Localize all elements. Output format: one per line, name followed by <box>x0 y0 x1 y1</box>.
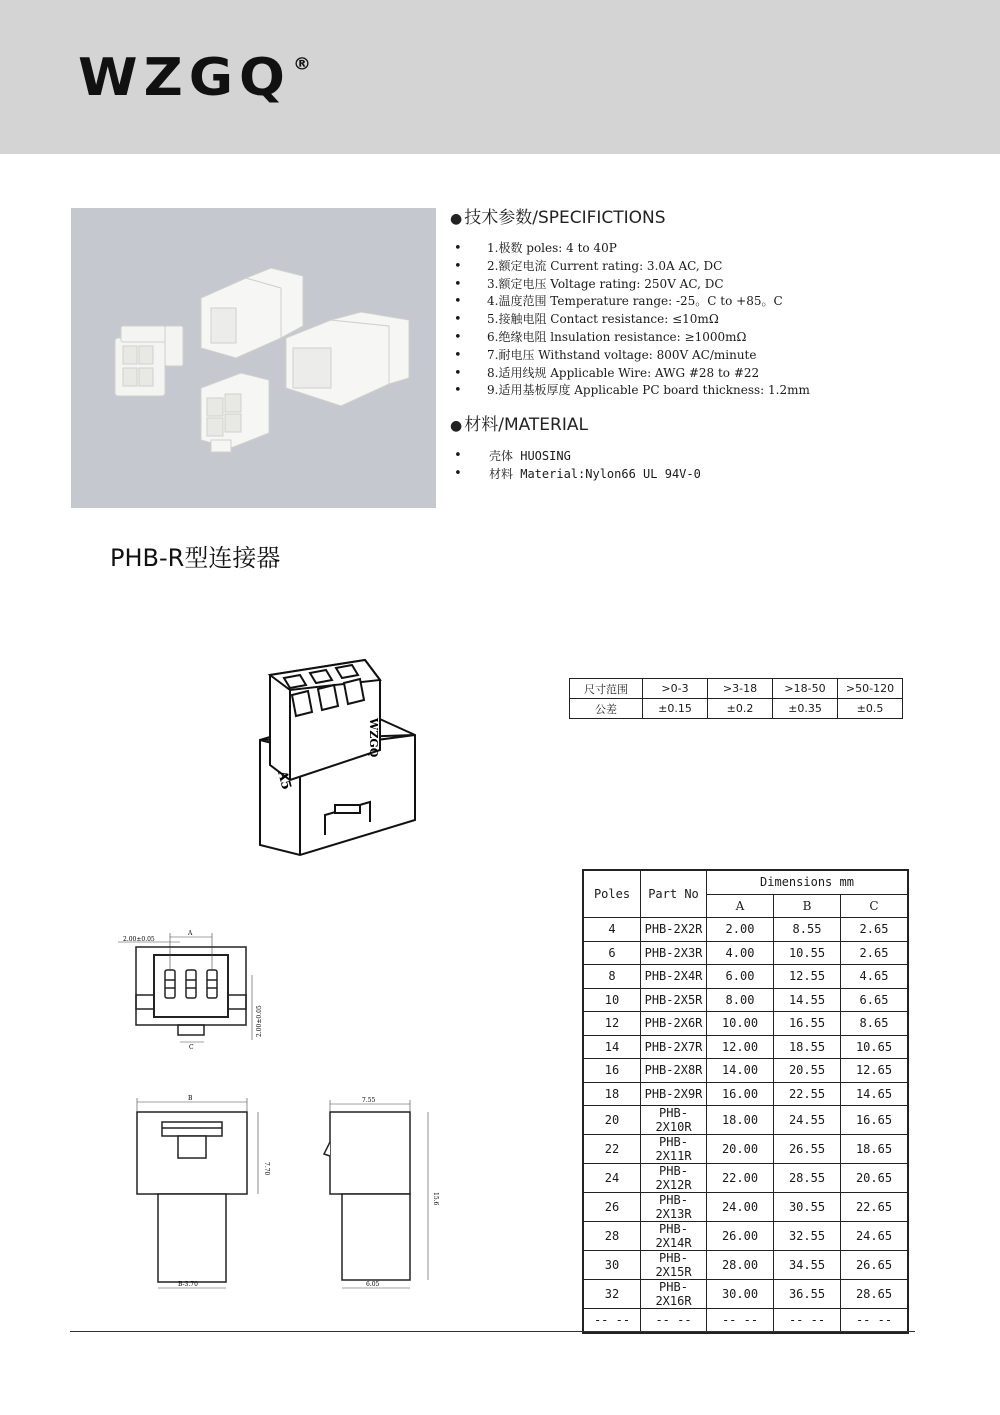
cell-poles: 12 <box>583 1012 641 1036</box>
cell-a: 22.00 <box>707 1164 774 1193</box>
cell-b: 14.55 <box>774 988 841 1012</box>
cell-b: 18.55 <box>774 1035 841 1059</box>
specifications-title: 技术参数/SPECIFICTIONS <box>464 208 666 228</box>
spec-item: • 9.适用基板厚度 Applicable PC board thickness: 1.2mm <box>450 382 990 400</box>
tolerance-cell: >50-120 <box>838 679 903 699</box>
cell-c: 2.65 <box>841 918 909 942</box>
material-title: 材料/MATERIAL <box>464 415 588 436</box>
cell-poles: 32 <box>583 1280 641 1309</box>
tolerance-cell: ±0.2 <box>708 699 773 719</box>
bullet-dot-icon: ● <box>450 418 463 435</box>
tolerance-table <box>569 678 903 719</box>
cell-a: 8.00 <box>707 988 774 1012</box>
tolerance-value-row <box>570 699 903 719</box>
cell-b: 24.55 <box>774 1106 841 1135</box>
cell-part-no: -- -- <box>641 1309 707 1333</box>
cell-a: 16.00 <box>707 1082 774 1106</box>
table-row <box>583 941 908 965</box>
cell-a: 26.00 <box>707 1222 774 1251</box>
cell-a: 6.00 <box>707 965 774 989</box>
cell-b: 30.55 <box>774 1193 841 1222</box>
cell-c: 22.65 <box>841 1193 909 1222</box>
cell-b: 22.55 <box>774 1082 841 1106</box>
header-dimensions: Dimensions mm <box>707 870 909 894</box>
table-row <box>583 1082 908 1106</box>
cell-c: 8.65 <box>841 1012 909 1036</box>
spec-item: • 3.额定电压 Voltage rating: 250V AC, DC <box>450 276 990 294</box>
registered-mark: ® <box>292 54 311 75</box>
cell-poles: 26 <box>583 1193 641 1222</box>
cell-poles: 8 <box>583 965 641 989</box>
cell-part-no: PHB-2X13R <box>641 1193 707 1222</box>
cell-c: 26.65 <box>841 1251 909 1280</box>
cell-part-no: PHB-2X8R <box>641 1059 707 1083</box>
cell-c: -- -- <box>841 1309 909 1333</box>
cell-b: 8.55 <box>774 918 841 942</box>
table-row <box>583 1280 908 1309</box>
tolerance-header-row <box>570 679 903 699</box>
table-row <box>583 918 908 942</box>
cell-c: 28.65 <box>841 1280 909 1309</box>
label-pitch: 2.00±0.05 <box>123 936 155 943</box>
tolerance-cell: ±0.5 <box>838 699 903 719</box>
cell-b: 12.55 <box>774 965 841 989</box>
bullet-dot-icon: ● <box>450 211 463 227</box>
tolerance-cell: >0-3 <box>643 679 708 699</box>
cell-part-no: PHB-2X5R <box>641 988 707 1012</box>
cell-a: 12.00 <box>707 1035 774 1059</box>
footer-divider <box>70 1331 915 1332</box>
tolerance-cell: ±0.35 <box>773 699 838 719</box>
cell-poles: 18 <box>583 1082 641 1106</box>
table-row <box>583 1222 908 1251</box>
cell-c: 18.65 <box>841 1135 909 1164</box>
cell-poles: 10 <box>583 988 641 1012</box>
table-row <box>583 1035 908 1059</box>
cell-c: 4.65 <box>841 965 909 989</box>
specifications-section <box>450 203 990 483</box>
material-list <box>450 447 990 483</box>
dimensions-table <box>582 869 909 1334</box>
cell-poles: 28 <box>583 1222 641 1251</box>
label-dim-a: A <box>188 930 193 937</box>
cell-poles: 6 <box>583 941 641 965</box>
cell-part-no: PHB-2X6R <box>641 1012 707 1036</box>
cell-a: 20.00 <box>707 1135 774 1164</box>
cell-c: 20.65 <box>841 1164 909 1193</box>
table-row <box>583 1193 908 1222</box>
cell-a: 2.00 <box>707 918 774 942</box>
cell-part-no: PHB-2X9R <box>641 1082 707 1106</box>
cell-b: 20.55 <box>774 1059 841 1083</box>
cell-part-no: PHB-2X4R <box>641 965 707 989</box>
header-part-no: Part No <box>641 870 707 918</box>
spec-item: • 1.极数 poles: 4 to 40P <box>450 240 990 258</box>
cell-c: 2.65 <box>841 941 909 965</box>
table-row <box>583 1164 908 1193</box>
tolerance-cell: ±0.15 <box>643 699 708 719</box>
cell-a: 28.00 <box>707 1251 774 1280</box>
header-poles: Poles <box>583 870 641 918</box>
label-height-upper: 7.70 <box>263 1162 270 1176</box>
header-a: A <box>707 894 774 918</box>
cell-a: 30.00 <box>707 1280 774 1309</box>
label-side-width: 7.55 <box>362 1097 376 1104</box>
cell-part-no: PHB-2X16R <box>641 1280 707 1309</box>
table-row <box>583 1059 908 1083</box>
cell-part-no: PHB-2X14R <box>641 1222 707 1251</box>
iso-label-brand: WZGQ <box>367 718 380 758</box>
cell-part-no: PHB-2X7R <box>641 1035 707 1059</box>
spec-item: • 5.接触电阻 Contact resistance: ≤10mΩ <box>450 311 990 329</box>
cell-part-no: PHB-2X3R <box>641 941 707 965</box>
cell-part-no: PHB-2X2R <box>641 918 707 942</box>
cell-poles: 4 <box>583 918 641 942</box>
header-b: B <box>774 894 841 918</box>
cell-a: 4.00 <box>707 941 774 965</box>
product-title: PHB-R型连接器 <box>110 544 281 572</box>
cell-poles: -- -- <box>583 1309 641 1333</box>
spec-item: • 2.额定电流 Current rating: 3.0A AC, DC <box>450 258 990 276</box>
specifications-heading <box>450 203 990 228</box>
header-c: C <box>841 894 909 918</box>
spec-item: • 8.适用线规 Applicable Wire: AWG #28 to #22 <box>450 365 990 383</box>
cell-c: 16.65 <box>841 1106 909 1135</box>
product-photo <box>71 208 436 508</box>
label-dim-c: C <box>189 1044 194 1050</box>
cell-part-no: PHB-2X10R <box>641 1106 707 1135</box>
cell-c: 6.65 <box>841 988 909 1012</box>
label-dim-b: B <box>188 1095 193 1102</box>
brand-name: WZGQ <box>78 47 291 108</box>
cell-b: 16.55 <box>774 1012 841 1036</box>
label-side-bottom: 6.05 <box>366 1281 380 1288</box>
table-row <box>583 1106 908 1135</box>
cell-b: 34.55 <box>774 1251 841 1280</box>
cell-part-no: PHB-2X12R <box>641 1164 707 1193</box>
cell-b: -- -- <box>774 1309 841 1333</box>
spec-item: • 6.绝缘电阻 lnsulation resistance: ≥1000mΩ <box>450 329 990 347</box>
cell-poles: 22 <box>583 1135 641 1164</box>
table-row <box>583 1012 908 1036</box>
label-b-minus: B-3.70 <box>178 1281 198 1288</box>
table-row <box>583 1309 908 1333</box>
brand-logo <box>78 48 311 108</box>
cell-part-no: PHB-2X11R <box>641 1135 707 1164</box>
cell-part-no: PHB-2X15R <box>641 1251 707 1280</box>
iso-label-a5: A5 <box>274 769 294 792</box>
tolerance-cell: >3-18 <box>708 679 773 699</box>
cell-b: 10.55 <box>774 941 841 965</box>
cell-a: 24.00 <box>707 1193 774 1222</box>
table-row <box>583 965 908 989</box>
cell-b: 32.55 <box>774 1222 841 1251</box>
cell-c: 24.65 <box>841 1222 909 1251</box>
table-row <box>583 988 908 1012</box>
cell-poles: 30 <box>583 1251 641 1280</box>
tolerance-cell: 公差 <box>570 699 643 719</box>
specifications-list <box>450 240 990 400</box>
cell-poles: 16 <box>583 1059 641 1083</box>
front-view-drawing <box>118 925 268 1050</box>
table-row <box>583 1135 908 1164</box>
tolerance-cell: 尺寸范围 <box>570 679 643 699</box>
dimensions-header-row <box>583 870 908 894</box>
cell-poles: 24 <box>583 1164 641 1193</box>
table-row <box>583 1251 908 1280</box>
cell-poles: 20 <box>583 1106 641 1135</box>
header-banner <box>0 0 1000 154</box>
cell-a: 10.00 <box>707 1012 774 1036</box>
isometric-connector-drawing <box>240 650 420 865</box>
spec-item: • 7.耐电压 Withstand voltage: 800V AC/minute <box>450 347 990 365</box>
cell-a: 14.00 <box>707 1059 774 1083</box>
label-pitch-vertical: 2.00±0.05 <box>256 1005 263 1037</box>
material-item: • 材料 Material:Nylon66 UL 94V-0 <box>450 465 990 483</box>
connector-photo-illustration <box>71 208 436 508</box>
cell-a: 18.00 <box>707 1106 774 1135</box>
cell-a: -- -- <box>707 1309 774 1333</box>
spec-item: • 4.温度范围 Temperature range: -25。C to +85。C <box>450 293 990 311</box>
top-view-drawing <box>130 1092 275 1292</box>
tolerance-cell: >18-50 <box>773 679 838 699</box>
cell-b: 26.55 <box>774 1135 841 1164</box>
cell-poles: 14 <box>583 1035 641 1059</box>
cell-b: 28.55 <box>774 1164 841 1193</box>
side-view-drawing <box>320 1092 445 1292</box>
cell-c: 12.65 <box>841 1059 909 1083</box>
cell-c: 10.65 <box>841 1035 909 1059</box>
material-heading <box>450 410 990 435</box>
label-side-height: 15.6 <box>432 1192 439 1206</box>
cell-c: 14.65 <box>841 1082 909 1106</box>
cell-b: 36.55 <box>774 1280 841 1309</box>
material-item: • 壳体 HUOSING <box>450 447 990 465</box>
